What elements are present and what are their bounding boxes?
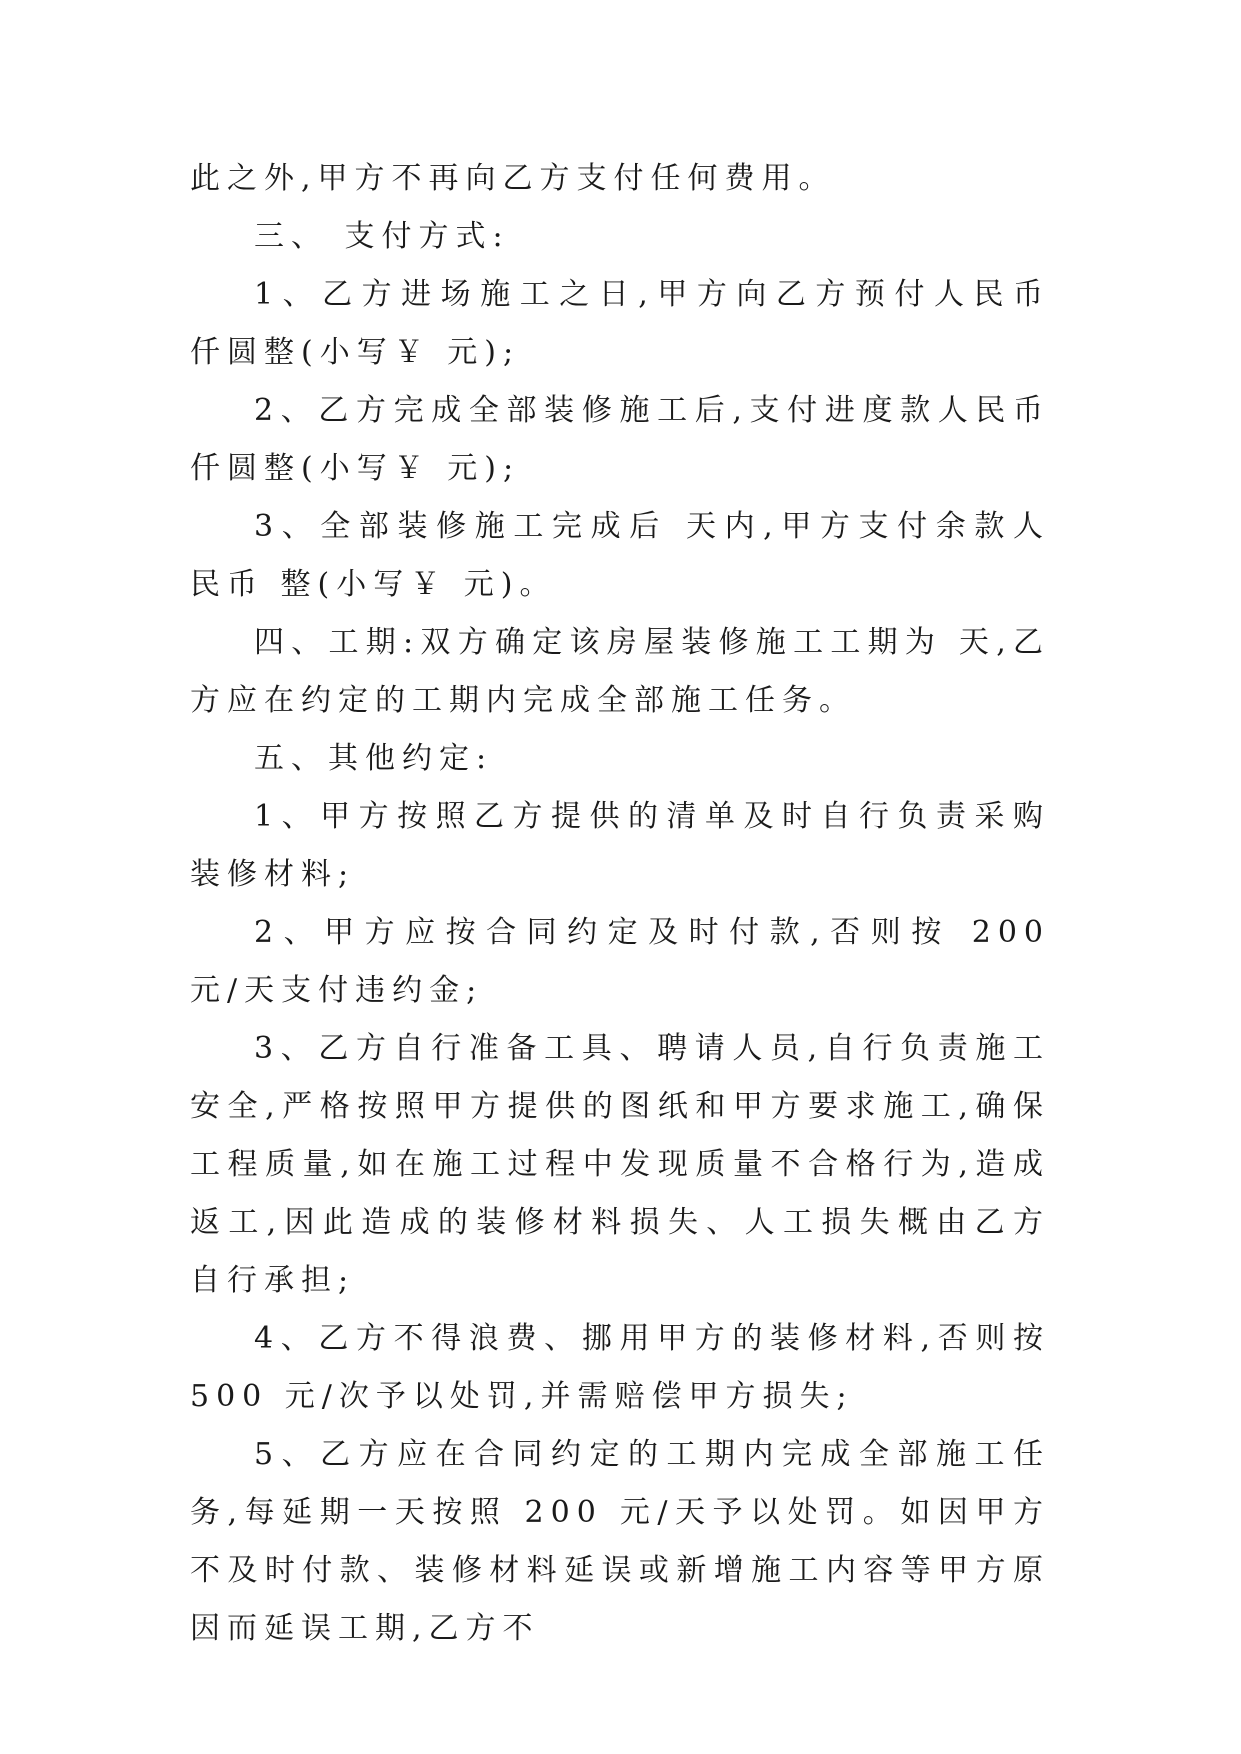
agreement-clause-2: 2、甲方应按合同约定及时付款,否则按 200 元/天支付违约金; xyxy=(190,915,1050,1008)
payment-clause-2: 2、乙方完成全部装修施工后,支付进度款人民币 仟圆整(小写￥ 元); xyxy=(190,393,1050,486)
payment-clause-3: 3、全部装修施工完成后 天内,甲方支付余款人民币 整(小写￥ 元)。 xyxy=(190,509,1050,602)
agreement-clause-4: 4、乙方不得浪费、挪用甲方的装修材料,否则按 500 元/次予以处罚,并需赔偿甲方损失; xyxy=(190,1321,1050,1414)
document-page xyxy=(190,150,1050,1658)
section-construction-period: 四、工期:双方确定该房屋装修施工工期为 天,乙方应在约定的工期内完成全部施工任务。 xyxy=(190,625,1050,718)
agreement-clause-5: 5、乙方应在合同约定的工期内完成全部施工任务,每延期一天按照 200 元/天予以处罚。如因甲方不及时付款、装修材料延误或新增施工内容等甲方原因而延误工期,乙方不 xyxy=(190,1437,1050,1646)
heading-payment-method: 三、 支付方式: xyxy=(254,219,510,254)
agreement-clause-3: 3、乙方自行准备工具、聘请人员,自行负责施工安全,严格按照甲方提供的图纸和甲方要求施工,确保工程质量,如在施工过程中发现质量不合格行为,造成返工,因此造成的装修材料损失、人工损失概由乙方自行承担; xyxy=(190,1031,1050,1298)
heading-other-agreements: 五、其他约定: xyxy=(254,741,494,776)
agreement-clause-1: 1、甲方按照乙方提供的清单及时自行负责采购装修材料; xyxy=(190,799,1050,892)
payment-clause-1: 1、乙方进场施工之日,甲方向乙方预付人民币 仟圆整(小写￥ 元); xyxy=(190,277,1050,370)
paragraph-continuation: 此之外,甲方不再向乙方支付任何费用。 xyxy=(190,161,836,196)
